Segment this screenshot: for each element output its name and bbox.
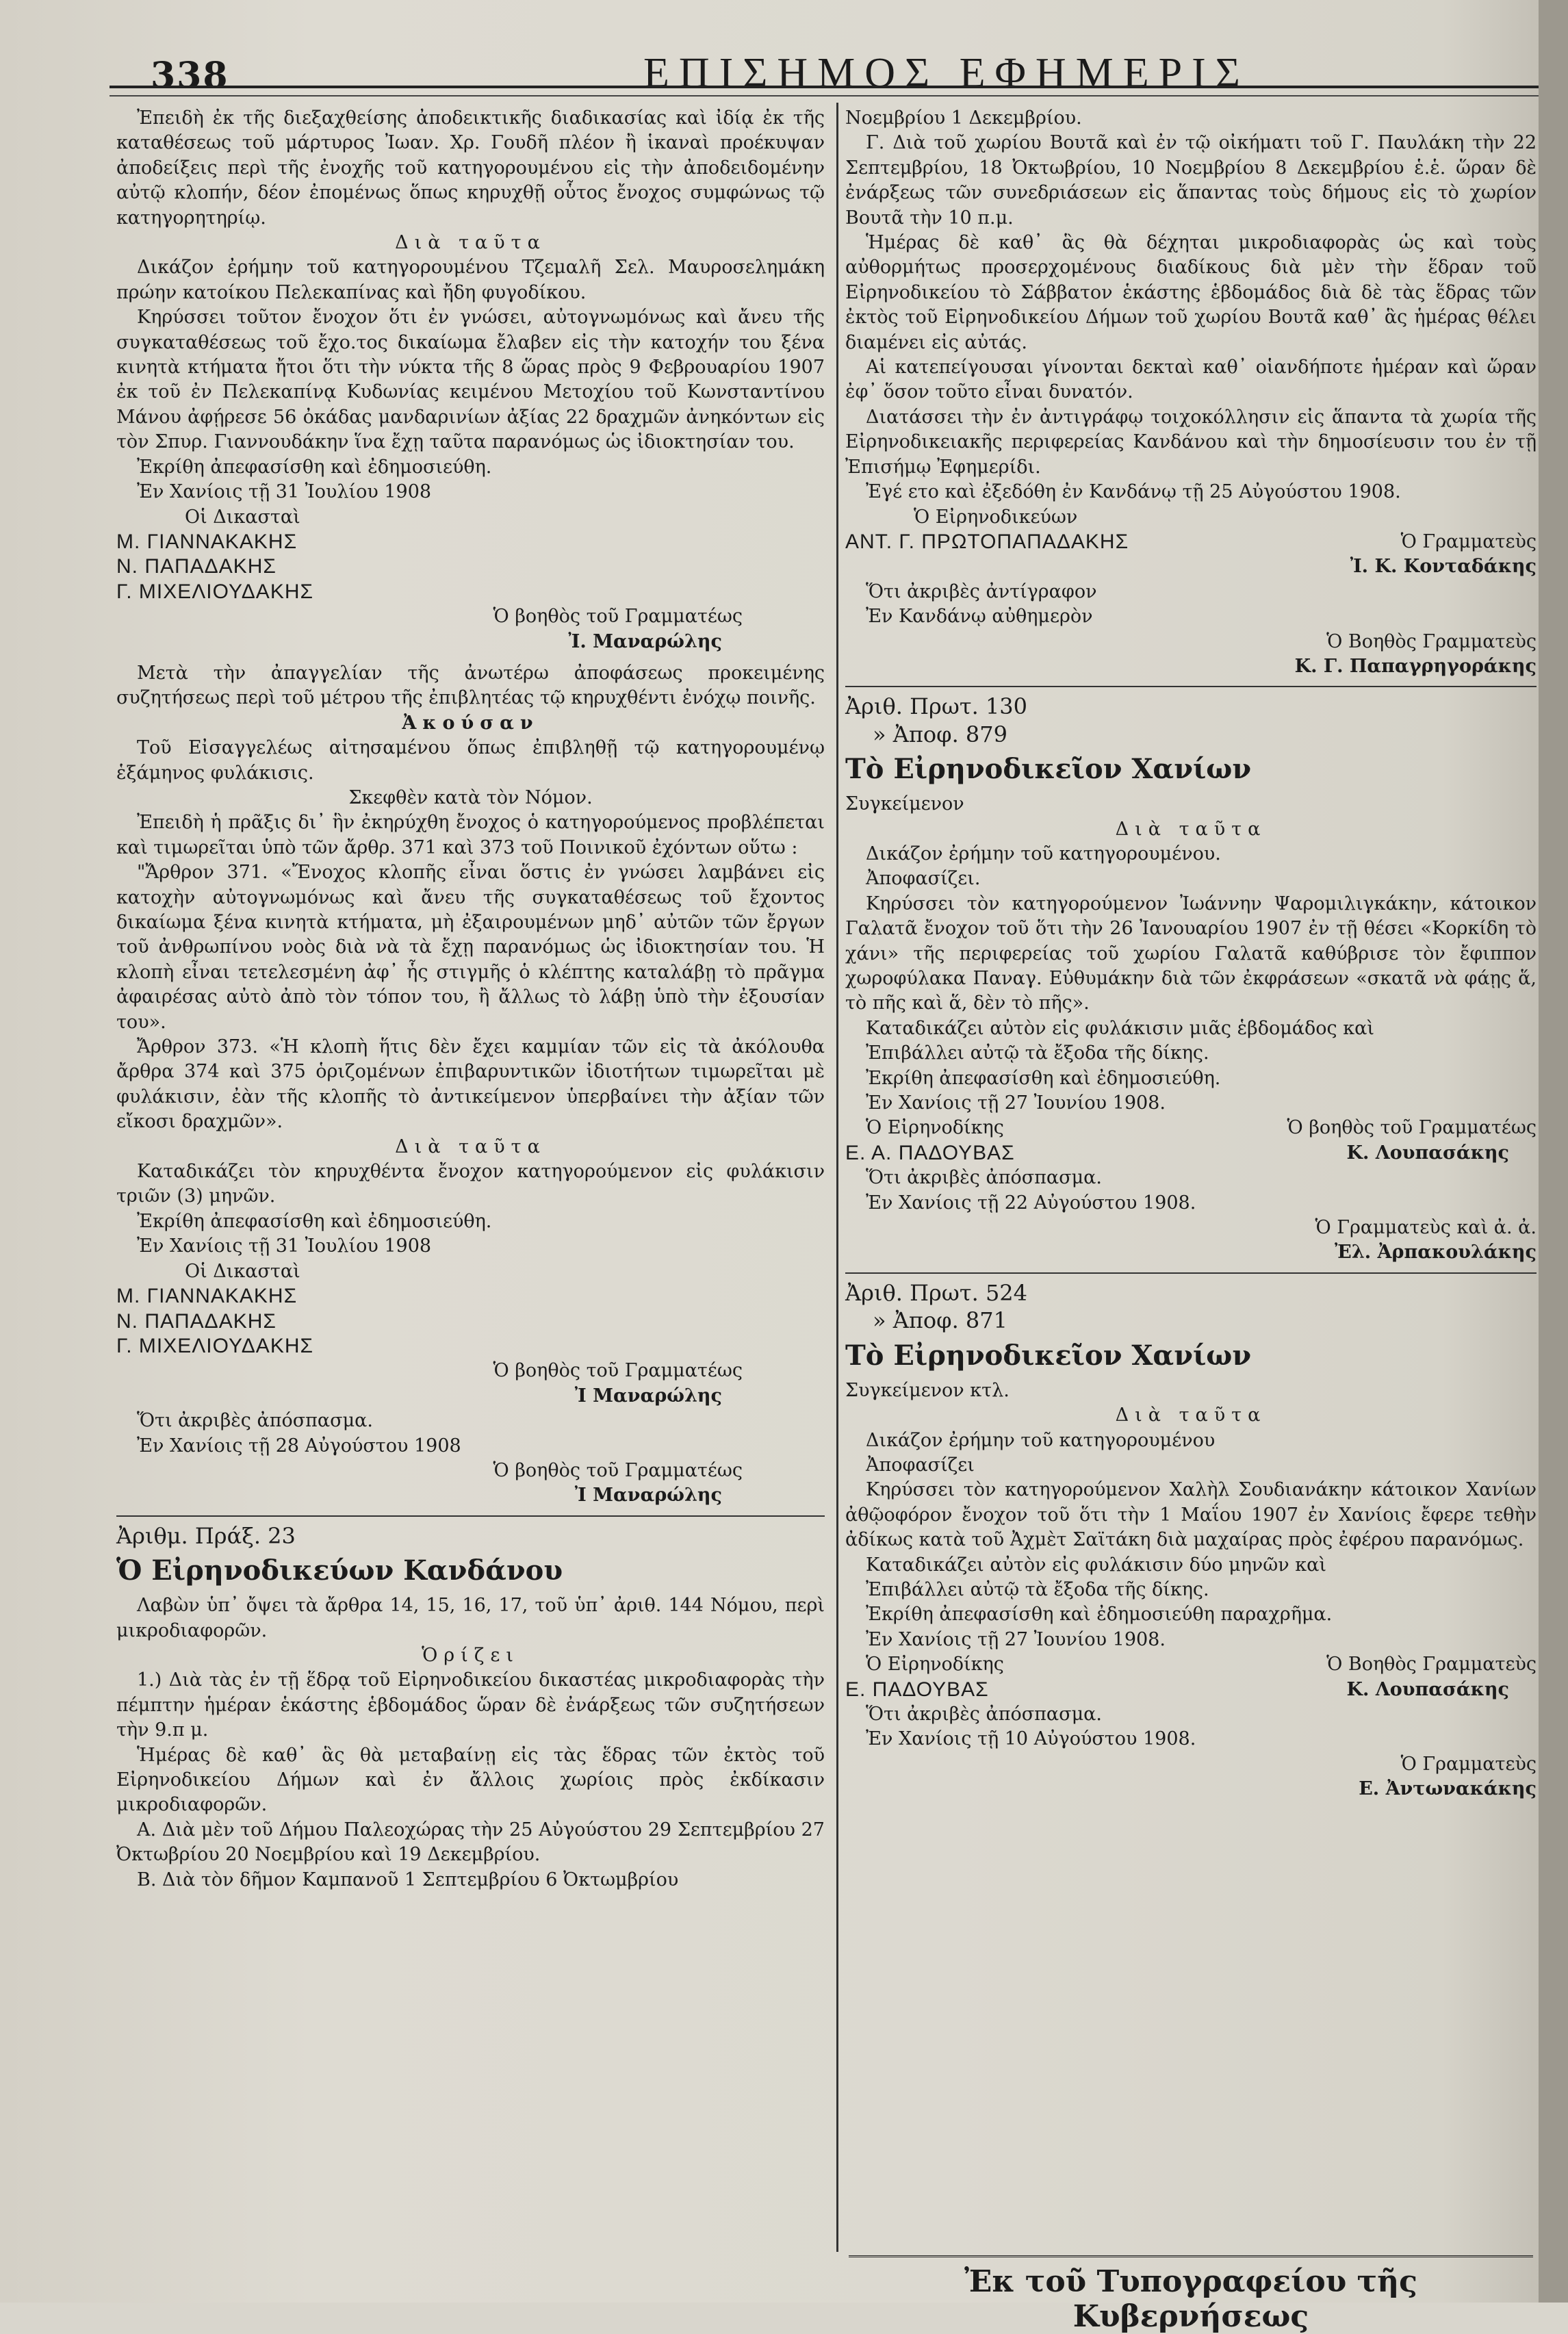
signature-row: [845, 530, 1537, 554]
copy-note: Ὅτι ἀκριβὲς ἀπόσπασμα.: [866, 1703, 1102, 1725]
paragraph: Κηρύσσει τὸν κατηγορούμενον Χαλὴλ Σουδιανάκην κάτοικον Χανίων ἀθῷοφόρον ἔνοχον τοῦ ὅτι τὴν 1 Μαΐου 1907 ἐν Χανίοις ἔφερε τεθὴν ἀδίκως κατὰ τοῦ Ἀχμὲτ Σαϊτάκη διὰ μαχαίρας πρὸς ἐφέρου παρανόμως.: [845, 1479, 1537, 1551]
paragraph: Δικάζον ἐρήμην τοῦ κατηγορουμένου Τζεμαλῆ Σελ. Μαυροσελημάκη πρώην κατοίκου Πελεκαπίνας καὶ ἤδη φυγοδίκου.: [116, 257, 825, 303]
paragraph: 1.) Διὰ τὰς ἐν τῇ ἕδρᾳ τοῦ Εἰρηνοδικείου δικαστέας μικροδιαφορὰς τὴν πέμπτην ἡμέραν ἑκάστης ἑβδομάδος ὥραν δὲ ἐνάρξεως τῶν συζητήσεων τὴν 9.π μ.: [116, 1669, 825, 1741]
date-line: Ἐν Χανίοις τῇ 27 Ἰουνίου 1908.: [866, 1628, 1166, 1650]
judge-name: Ν. ΠΑΠΑΔΑΚΗΣ: [116, 555, 277, 578]
date-line: Ἐν Χανίοις τῇ 10 Αὐγούστου 1908.: [866, 1728, 1196, 1750]
paragraph: Καταδικάζει αὐτὸν εἰς φυλάκισιν δύο μηνῶν καὶ: [866, 1554, 1326, 1576]
signature-name: Ἰ. Κ. Κονταδάκης: [1350, 556, 1537, 578]
section-heading: Διὰ ταῦτα: [395, 1136, 546, 1157]
paragraph: Διατάσσει τὴν ἐν ἀντιγράφῳ τοιχοκόλλησιν εἰς ἅπαντα τὰ χωρία τῆς Εἰρηνοδικειακῆς περιφερείας Κανδάνου καὶ τὴν δημοσίευσιν του ἐν τῇ Ἐπισήμῳ Ἐφημερίδι.: [845, 406, 1537, 478]
paragraph: "Ἄρθρον 371. «Ἔνοχος κλοπῆς εἶναι ὅστις ἐν γνώσει λαμβάνει εἰς κατοχὴν αὐτογνωμόνως καὶ ἄνευ τῆς συγκαταθέσεως τοῦ ἔχοντος δικαίωμα ξένα κινητὰ κτήματα, μὴ ἐξαιρουμένων μηδ᾽ αὐτῶν τῶν ἔργων τοῦ ἀνθρωπίνου νοὸς διὰ νὰ τὰ ἔχῃ παρανόμως ὡς ἰδιοκτησίαν του. Ἡ κλοπὴ εἶναι τετελεσμένη ἀφ᾽ ἧς στιγμῆς ὁ κλέπτης καταλάβῃ τὸ πρᾶγμα ἀφαιρέσας αὐτὸ ἀπὸ τὸν τόπον του, ἢ ἄλλως τὸ λάβῃ ὑπὸ τὴν ἐξουσίαν του».: [116, 862, 825, 1033]
judges-label: Οἱ Δικασταὶ: [185, 506, 300, 528]
section-heading: Ἀκούσαν: [402, 712, 539, 734]
paragraph: Ἐκρίθη ἀπεφασίσθη καὶ ἐδημοσιεύθη.: [137, 1210, 492, 1232]
page-number: 338: [151, 55, 229, 97]
assistant-label: Ὁ βοηθὸς τοῦ Γραμματέως: [493, 1459, 743, 1481]
paragraph: Ἐκρίθη ἀπεφασίσθη καὶ ἐδημοσιεύθη.: [137, 456, 492, 478]
section-heading: Σκεφθὲν κατὰ τὸν Νόμον.: [348, 786, 593, 808]
paragraph: Συγκείμενον: [845, 793, 964, 815]
judges-label: Οἱ Δικασταὶ: [185, 1260, 300, 1282]
copy-note: Ὅτι ἀκριβὲς ἀπόσπασμα.: [137, 1410, 373, 1432]
paragraph: Ἐκρίθη ἀπεφασίσθη καὶ ἐδημοσιεύθη παραχρῆμα.: [866, 1604, 1333, 1626]
left-column: [116, 106, 825, 1893]
copy-note: Ὅτι ἀκριβὲς ἀντίγραφον: [866, 580, 1097, 602]
date-line: Ἐν Κανδάνῳ αὐθημερὸν: [866, 606, 1093, 628]
paragraph: Τοῦ Εἰσαγγελέως αἰτησαμένου ὅπως ἐπιβληθῇ τῷ κατηγορουμένῳ ἑξάμηνος φυλάκισις.: [116, 737, 825, 784]
paragraph: Λαβὼν ὑπ᾽ ὄψει τὰ ἄρθρα 14, 15, 16, 17, τοῦ ὑπ᾽ ἀριθ. 144 Νόμου, περὶ μικροδιαφορῶν.: [116, 1595, 825, 1641]
signature-row: [845, 1116, 1537, 1140]
assistant-label: Ὁ βοηθὸς τοῦ Γραμματέως: [493, 1360, 743, 1382]
decision-number: » Ἀποφ. 871: [873, 1307, 1007, 1334]
decision-number: » Ἀποφ. 879: [873, 721, 1007, 747]
signature-name: ΑΝΤ. Γ. ΠΡΩΤΟΠΑΠΑΔΑΚΗΣ: [845, 530, 1129, 553]
paragraph: Ἄρθρον 373. «Ἡ κλοπὴ ἥτις δὲν ἔχει καμμίαν τῶν εἰς τὰ ἀκόλουθα ἄρθρα 374 καὶ 375 ὁριζομένων ἐπιβαρυντικῶν ἰδιοτήτων τιμωρεῖται μὲ φυλάκισιν, ἐὰν τῆς κλοπῆς τὸ ἀντικείμενον ὑπερβαίνει τὴν ἀξίαν τῶν εἴκοσι δραχμῶν».: [116, 1036, 825, 1133]
masthead-title: ΕΠΙΣΗΜΟΣ ΕΦΗΜΕΡΙΣ: [643, 50, 1250, 97]
section-divider: [116, 1515, 825, 1548]
right-column: [845, 106, 1537, 1802]
paragraph: Μετὰ τὴν ἀπαγγελίαν τῆς ἀνωτέρω ἀποφάσεως προκειμένης συζητήσεως περὶ τοῦ μέτρου τῆς ἐπιβλητέας τῷ κηρυχθέντι ἐνόχῳ ποινῆς.: [116, 662, 825, 709]
signature-row: [845, 1141, 1537, 1166]
paragraph: Ἐπειδὴ ἐκ τῆς διεξαχθείσης ἀποδεικτικῆς διαδικασίας καὶ ἰδίᾳ ἐκ τῆς καταθέσεως τοῦ μάρτυρος Ἰωαν. Χρ. Γουδῆ πλέον ἢ ἱκαναὶ προέκυψαν ἀποδείξεις περὶ τῆς ἐνοχῆς τοῦ κατηγορουμένου εἰς τὴν ἀποδειδομένην αὐτῷ κλοπήν, δέον ἐπομένως ὅπως κηρυχθῇ οὗτος ἔνοχος συμφώνως τῷ κατηγορητηρίῳ.: [116, 107, 825, 229]
paragraph: Γ. Διὰ τοῦ χωρίου Βουτᾶ καὶ ἐν τῷ οἰκήματι τοῦ Γ. Παυλάκη τὴν 22 Σεπτεμβρίου, 18 Ὀκτωβρίου, 10 Νοεμβρίου 8 Δεκεμβρίου ἑ.ἑ. ὥραν δὲ ἐνάρξεως τῶν συνεδριάσεων εἰς ἅπαντας τοὺς δήμους εἰς τὸ χωρίον Βουτᾶ τὴν 10 π.μ.: [845, 132, 1537, 229]
judge-name: Μ. ΓΙΑΝΝΑΚΑΚΗΣ: [116, 1285, 298, 1308]
paragraph: Δικάζον ἐρήμην τοῦ κατηγορουμένου.: [866, 843, 1221, 864]
signature-name: Ἐλ. Ἀρπακουλάκης: [1335, 1242, 1537, 1264]
paragraph: Ἐκρίθη ἀπεφασίσθη καὶ ἐδημοσιεύθη.: [866, 1067, 1221, 1089]
signature-label: Ὁ βοηθὸς τοῦ Γραμματέως: [1287, 1117, 1537, 1139]
section-title: Ὁ Εἰρηνοδικεύων Κανδάνου: [116, 1554, 563, 1587]
signature-name: Κ. Γ. Παπαγρηγοράκης: [1294, 655, 1537, 677]
column-divider: [836, 103, 838, 2252]
record-number: Ἀριθμ. Πράξ. 23: [116, 1522, 296, 1549]
signature-row: [845, 1652, 1537, 1677]
section-heading: Διὰ ταῦτα: [1115, 818, 1267, 840]
assistant-name: Ἰ Μαναρώλης: [574, 1385, 722, 1407]
paragraph: Ἡμέρας δὲ καθ᾽ ἃς θὰ δέχηται μικροδιαφορὰς ὡς καὶ τοὺς αὐθορμήτως προσερχομένους διαδίκους διὰ μὲν τὴν ἕδραν τοῦ Εἰρηνοδικείου τὸ Σάββατον ἑκάστης ἑβδομάδος διὰ δὲ τὰς ἕδρας τῶν ἐκτὸς τοῦ Εἰρηνοδικείου Δήμων τοῦ χωρίου Βουτᾶ καθ᾽ ἃς ἡμέρας θέλει διαμένει εἰς αὐτάς.: [845, 232, 1537, 353]
copy-note: Ὅτι ἀκριβὲς ἀπόσπασμα.: [866, 1167, 1102, 1189]
date-line: Ἐν Χανίοις τῇ 31 Ἰουλίου 1908: [137, 1235, 432, 1257]
assistant-name: Ἰ. Μαναρώλης: [568, 630, 722, 652]
date-line: Ἐν Χανίοις τῇ 27 Ἰουνίου 1908.: [866, 1092, 1166, 1114]
signature-label: Ὁ Γραμματεὺς καὶ ἀ. ἀ.: [1315, 1217, 1537, 1239]
date-line: Ἐν Χανίοις τῇ 22 Αὐγούστου 1908.: [866, 1192, 1196, 1214]
adjacent-page-edge: [1539, 0, 1568, 2303]
section-divider: [845, 1272, 1537, 1333]
section-heading: Διὰ ταῦτα: [1115, 1405, 1267, 1426]
paragraph: Κηρύσσει τοῦτον ἔνοχον ὅτι ἐν γνώσει, αὐτογνωμόνως καὶ ἄνευ τῆς συγκαταθέσεως τοῦ ἔχο.τος δικαίωμα ἔλαβεν εἰς τὴν κατοχήν του ξένα κινητὰ κτήματα ἤτοι ὅτι τὴν νύκτα τῆς 8 ὥρας πρὸς 9 Φεβρουαρίου 1907 ἐκ τοῦ ἐν Πελεκαπίνᾳ Κυδωνίας κειμένου Μετοχίου τοῦ Κωνσταντίνου Μάνου ἀφῄρεσε 56 ὀκάδας μανδαρινίων ἀξίας 22 δραχμῶν ἀνηκόντων εἰς τὸν Σπυρ. Γιαννουδάκην ἵνα ἔχῃ ταῦτα παρανόμως ὡς ἰδιοκτησίαν του.: [116, 307, 825, 453]
record-number: Ἀριθ. Πρωτ. 130: [845, 693, 1028, 720]
signature-label: Ὁ Βοηθὸς Γραμματεὺς: [1326, 630, 1537, 652]
date-line: Ἐγέ ετο καὶ ἐξεδόθη ἐν Κανδάνῳ τῇ 25 Αὐγούστου 1908.: [866, 481, 1401, 503]
signature-name: Κ. Λουπασάκης: [1346, 1678, 1509, 1700]
signature-name: Κ. Λουπασάκης: [1346, 1142, 1509, 1164]
signature-label: Ὁ Εἰρηνοδίκης: [866, 1117, 1004, 1139]
paragraph: Ἐπιβάλλει αὐτῷ τὰ ἔξοδα τῆς δίκης.: [866, 1578, 1209, 1600]
signature-label: Ὁ Βοηθὸς Γραμματεὺς: [1326, 1654, 1537, 1676]
signature-label: Ὁ Γραμματεὺς: [1400, 1753, 1537, 1775]
section-title: Τὸ Εἰρηνοδικεῖον Χανίων: [845, 1339, 1252, 1372]
date-line: Ἐν Χανίοις τῇ 31 Ἰουλίου 1908: [137, 481, 432, 503]
signature-label: Ὁ Εἰρηνοδικεύων: [914, 506, 1078, 528]
assistant-name: Ἰ Μαναρώλης: [574, 1485, 722, 1506]
paragraph: Καταδικάζει τὸν κηρυχθέντα ἔνοχον κατηγορούμενον εἰς φυλάκισιν τριῶν (3) μηνῶν.: [116, 1161, 825, 1207]
assistant-label: Ὁ βοηθὸς τοῦ Γραμματέως: [493, 606, 743, 628]
signature-name: Ε. Ἀντωνακάκης: [1359, 1778, 1537, 1800]
section-heading: Διὰ ταῦτα: [395, 232, 546, 254]
paragraph: Ἐπιβάλλει αὐτῷ τὰ ἔξοδα τῆς δίκης.: [866, 1042, 1209, 1064]
date-line: Ἐν Χανίοις τῇ 28 Αὐγούστου 1908: [137, 1435, 461, 1457]
section-divider: [845, 686, 1537, 747]
record-number: Ἀριθ. Πρωτ. 524: [845, 1279, 1028, 1306]
printer-imprint: Ἐκ τοῦ Τυπογραφείου τῆς Κυβερνήσεως: [849, 2255, 1533, 2334]
paragraph: Δικάζον ἐρήμην τοῦ κατηγορουμένου: [866, 1429, 1216, 1451]
signature-label: Ὁ Εἰρηνοδίκης: [866, 1654, 1004, 1676]
paragraph: Νοεμβρίου 1 Δεκεμβρίου.: [845, 107, 1082, 129]
paragraph: Ἡμέρας δὲ καθ᾽ ἃς θὰ μεταβαίνῃ εἰς τὰς ἕδρας τῶν ἐκτὸς τοῦ Εἰρηνοδικείου Δήμων καὶ ἐν ἄλλοις χωρίοις πρὸς ἐκδίκασιν μικροδιαφορῶν.: [116, 1744, 825, 1816]
judge-name: Γ. ΜΙΧΕΛΙΟΥΔΑΚΗΣ: [116, 1334, 314, 1357]
paragraph: Καταδικάζει αὐτὸν εἰς φυλάκισιν μιᾶς ἑβδομάδος καὶ: [866, 1017, 1374, 1039]
page-header: [110, 21, 1519, 96]
signature-name: Ε. ΠΑΔΟΥΒΑΣ: [845, 1678, 989, 1701]
signature-label: Ὁ Γραμματεὺς: [1400, 530, 1537, 552]
header-rule: [110, 86, 1547, 97]
signature-name: Ε. Α. ΠΑΔΟΥΒΑΣ: [845, 1141, 1015, 1164]
paragraph: Ἀποφασίζει: [866, 1454, 975, 1476]
paragraph: Ἀποφασίζει.: [866, 868, 981, 890]
paragraph: Κηρύσσει τὸν κατηγορούμενον Ἰωάννην Ψαρομιλιγκάκην, κάτοικον Γαλατᾶ ἔνοχον τοῦ ὅτι τὴν 26 Ἰανουαρίου 1907 ἐν τῇ θέσει «Κορκίδη τὸ χάνι» τῆς περιφερείας τοῦ χωρίου Γαλατᾶ καθύβρισε τὸν ἔφιππον χωροφύλακα Παναγ. Εὐθυμάκην διὰ τῶν ἐκφράσεων «σκατᾶ νὰ φάῃς ἅ, τὸ πῆς καὶ ἅ, δὲν τὸ πῆς».: [845, 893, 1537, 1014]
paragraph: Ἐπειδὴ ἡ πρᾶξις δι᾽ ἣν ἐκηρύχθη ἔνοχος ὁ κατηγορούμενος προβλέπεται καὶ τιμωρεῖται ὑπὸ τῶν ἄρθρ. 371 καὶ 373 τοῦ Ποινικοῦ ἐχόντων οὕτω :: [116, 812, 825, 858]
signature-row: [845, 1678, 1537, 1702]
judge-name: Ν. ΠΑΠΑΔΑΚΗΣ: [116, 1309, 277, 1333]
paragraph: Συγκείμενον κτλ.: [845, 1379, 1010, 1401]
section-heading: Ὁρίζει: [422, 1644, 519, 1666]
judge-name: Γ. ΜΙΧΕΛΙΟΥΔΑΚΗΣ: [116, 580, 314, 603]
section-title: Τὸ Εἰρηνοδικεῖον Χανίων: [845, 753, 1252, 786]
paragraph: Β. Διὰ τὸν δῆμον Καμπανοῦ 1 Σεπτεμβρίου 6 Ὀκτωμβρίου: [137, 1869, 679, 1890]
paragraph: Αἱ κατεπείγουσαι γίνονται δεκταὶ καθ᾽ οἱανδήποτε ἡμέραν καὶ ὥραν ἐφ᾽ ὅσον τοῦτο εἶναι δυνατόν.: [845, 357, 1537, 403]
paragraph: Α. Διὰ μὲν τοῦ Δήμου Παλεοχώρας τὴν 25 Αὐγούστου 29 Σεπτεμβρίου 27 Ὀκτωβρίου 20 Νοεμβρίου καὶ 19 Δεκεμβρίου.: [116, 1819, 825, 1866]
judge-name: Μ. ΓΙΑΝΝΑΚΑΚΗΣ: [116, 530, 298, 553]
